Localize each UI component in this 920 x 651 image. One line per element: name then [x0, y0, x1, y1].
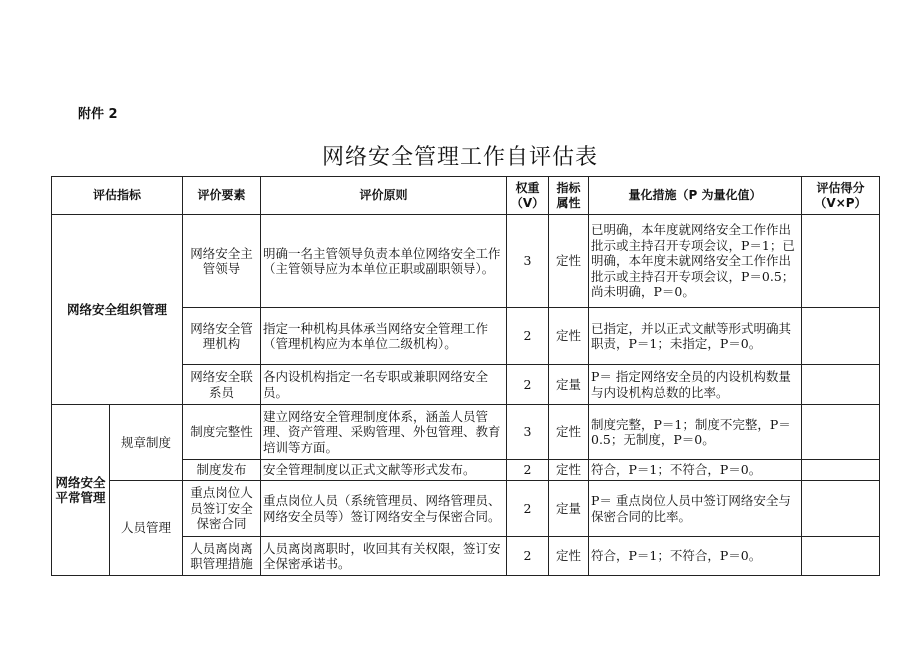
cell-attr: 定性	[549, 308, 589, 365]
header-score: 评估得分（V×P）	[802, 177, 880, 215]
cell-measure: P＝ 重点岗位人员中签订网络安全与保密合同的比率。	[589, 481, 802, 537]
category-org: 网络安全组织管理	[52, 215, 183, 405]
cell-weight: 2	[507, 308, 549, 365]
cell-element: 重点岗位人员签订安全保密合同	[183, 481, 261, 537]
cell-attr: 定性	[549, 460, 589, 481]
cell-element: 网络安全联系员	[183, 365, 261, 405]
attachment-label: 附件 2	[78, 107, 118, 122]
table-row	[52, 481, 880, 537]
cell-element: 网络安全管理机构	[183, 308, 261, 365]
header-indicator: 评估指标	[52, 177, 183, 215]
cell-element: 网络安全主管领导	[183, 215, 261, 308]
cell-measure: 已指定，并以正式文献等形式明确其职责，P＝1；未指定，P＝0。	[589, 308, 802, 365]
cell-weight: 3	[507, 405, 549, 460]
cell-measure: P＝ 指定网络安全员的内设机构数量与内设机构总数的比率。	[589, 365, 802, 405]
cell-attr: 定性	[549, 215, 589, 308]
cell-score[interactable]	[802, 308, 880, 365]
cell-principle: 建立网络安全管理制度体系，涵盖人员管理、资产管理、采购管理、外包管理、教育培训等方面。	[261, 405, 507, 460]
cell-weight: 2	[507, 460, 549, 481]
page-title: 网络安全管理工作自评估表	[321, 145, 598, 170]
cell-element: 人员离岗离职管理措施	[183, 537, 261, 576]
cell-score[interactable]	[802, 405, 880, 460]
cell-attr: 定性	[549, 405, 589, 460]
category-daily: 网络安全平常管理	[52, 405, 110, 576]
cell-measure: 制度完整，P＝1；制度不完整，P＝0.5；无制度，P＝0。	[589, 405, 802, 460]
cell-principle: 人员离岗离职时，收回其有关权限，签订安全保密承诺书。	[261, 537, 507, 576]
header-weight: 权重（V）	[507, 177, 549, 215]
cell-attr: 定量	[549, 481, 589, 537]
cell-element: 制度发布	[183, 460, 261, 481]
cell-score[interactable]	[802, 537, 880, 576]
cell-attr: 定量	[549, 365, 589, 405]
header-row	[52, 177, 880, 215]
cell-attr: 定性	[549, 537, 589, 576]
header-element: 评价要素	[183, 177, 261, 215]
cell-weight: 3	[507, 215, 549, 308]
cell-principle: 指定一种机构具体承当网络安全管理工作（管理机构应为本单位二级机构）。	[261, 308, 507, 365]
table-row	[52, 215, 880, 308]
cell-element: 制度完整性	[183, 405, 261, 460]
cell-measure: 已明确，本年度就网络安全工作作出批示或主持召开专项会议，P＝1；已明确，本年度未就网络安全工作作出批示或主持召开专项会议，P＝0.5；尚未明确，P＝0。	[589, 215, 802, 308]
cell-principle: 安全管理制度以正式文献等形式发布。	[261, 460, 507, 481]
header-principle: 评价原则	[261, 177, 507, 215]
cell-weight: 2	[507, 365, 549, 405]
header-attr: 指标属性	[549, 177, 589, 215]
evaluation-table	[51, 176, 880, 576]
cell-weight: 2	[507, 537, 549, 576]
cell-measure: 符合，P＝1；不符合，P＝0。	[589, 537, 802, 576]
subcategory-staff: 人员管理	[110, 481, 183, 576]
subcategory-rules: 规章制度	[110, 405, 183, 481]
cell-score[interactable]	[802, 215, 880, 308]
cell-score[interactable]	[802, 365, 880, 405]
cell-principle: 明确一名主管领导负责本单位网络安全工作（主管领导应为本单位正职或副职领导）。	[261, 215, 507, 308]
cell-score[interactable]	[802, 481, 880, 537]
cell-weight: 2	[507, 481, 549, 537]
header-measure: 量化措施（P 为量化值）	[589, 177, 802, 215]
cell-measure: 符合，P＝1；不符合，P＝0。	[589, 460, 802, 481]
cell-score[interactable]	[802, 460, 880, 481]
cell-principle: 各内设机构指定一名专职或兼职网络安全员。	[261, 365, 507, 405]
table-row	[52, 405, 880, 460]
cell-principle: 重点岗位人员（系统管理员、网络管理员、网络安全员等）签订网络安全与保密合同。	[261, 481, 507, 537]
